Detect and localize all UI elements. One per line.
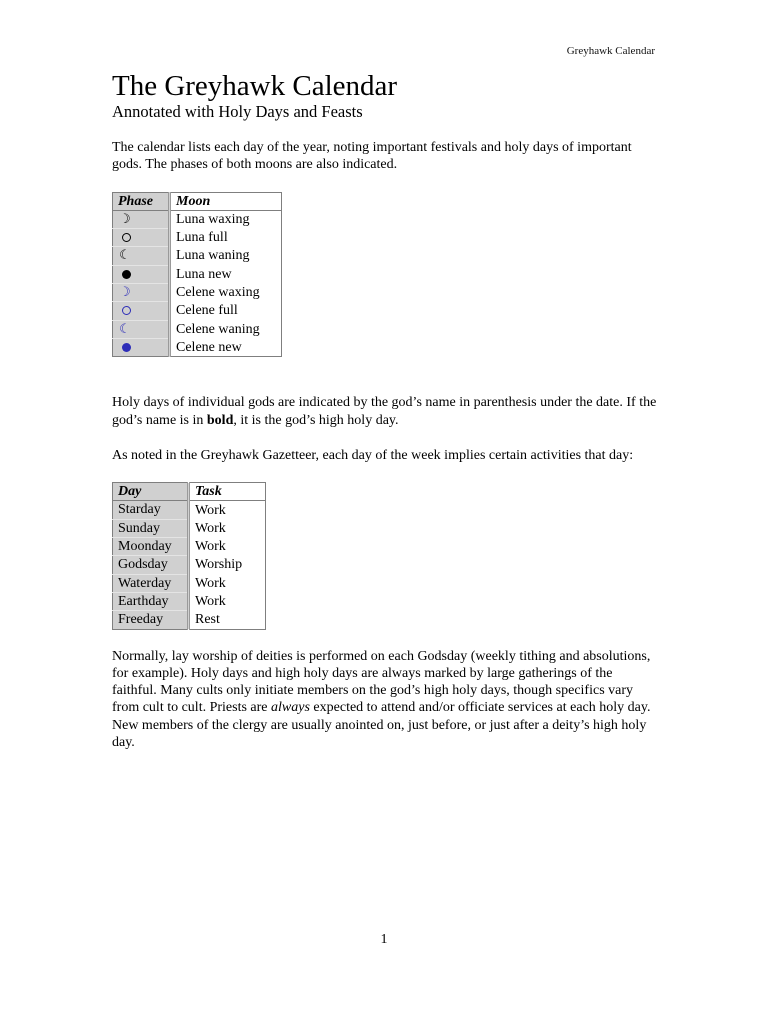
day-cell: Starday <box>113 501 189 519</box>
worship-paragraph <box>112 648 657 752</box>
moon-label-cell: Celene full <box>176 303 238 319</box>
day-cell: Moonday <box>113 538 189 556</box>
phase-cell <box>113 229 170 247</box>
full-moon-icon <box>118 304 132 318</box>
moon-table-row <box>113 302 282 320</box>
day-cell: Godsday <box>113 556 189 574</box>
moon-table-row <box>113 247 282 265</box>
new-moon-icon <box>118 268 132 282</box>
day-task-table <box>112 482 266 629</box>
task-cell: Work <box>195 539 226 555</box>
full-moon-icon <box>118 231 132 245</box>
worship-text-1: Normally, lay worship of deities is performed on each Godsday (weekly tithing and absolutions, for example). Holy days and high holy days are always marked by large gatherings of the faithful. Many cults only initiate members on the god’s high holy days, though specifics vary from cult to cult. Priests are <box>112 648 651 716</box>
moon-table-row <box>113 284 282 302</box>
moon-label-cell: Luna waning <box>176 248 250 264</box>
page-title: The Greyhawk Calendar <box>112 70 398 102</box>
days-table-row <box>113 501 266 519</box>
phase-cell <box>113 338 170 356</box>
gazetteer-paragraph: As noted in the Greyhawk Gazetteer, each day of the week implies certain activities that day: <box>112 447 634 463</box>
moon-column-header: Moon <box>170 192 282 210</box>
days-table-row <box>113 592 266 610</box>
task-cell: Work <box>195 502 226 518</box>
document-body <box>112 70 657 751</box>
task-cell: Work <box>195 593 226 609</box>
worship-text-2: expected to attend and/or officiate services at each holy day. New members of the clergy are usually anointed on, just before, or just after a deity’s high holy day. <box>112 700 651 751</box>
moon-table-row <box>113 229 282 247</box>
days-table-row <box>113 538 266 556</box>
holy-days-paragraph <box>112 394 657 429</box>
days-table-header-row <box>113 483 266 501</box>
moon-table-header-row <box>113 192 282 210</box>
waxing-crescent-icon: ☽ <box>119 211 131 227</box>
phase-cell <box>113 210 170 228</box>
phase-cell <box>113 302 170 320</box>
days-table-row <box>113 574 266 592</box>
days-table-row <box>113 556 266 574</box>
task-column-header: Task <box>189 483 266 501</box>
holy-days-bold-word: bold <box>206 412 234 428</box>
phase-cell <box>113 247 170 265</box>
moon-table-row <box>113 210 282 228</box>
day-cell: Earthday <box>113 592 189 610</box>
moon-label-cell: Celene new <box>176 339 242 355</box>
waning-crescent-icon: ☾ <box>119 248 131 264</box>
page-number: 1 <box>380 932 388 947</box>
holy-days-text-1: Holy days of individual gods are indicated by the god’s name in parenthesis under the date. If the god’s name is in <box>112 395 657 428</box>
day-cell: Freeday <box>113 611 189 629</box>
holy-days-text-2: , it is the god’s high holy day. <box>233 412 399 428</box>
waxing-crescent-icon: ☽ <box>119 285 131 301</box>
moon-label-cell: Luna new <box>176 266 232 282</box>
phase-cell <box>113 320 170 338</box>
moon-label-cell: Luna waxing <box>176 212 250 228</box>
moon-table-row <box>113 265 282 283</box>
day-column-header: Day <box>113 483 189 501</box>
phase-cell <box>113 284 170 302</box>
waning-crescent-icon: ☾ <box>119 321 131 337</box>
moon-label-cell: Celene waxing <box>176 285 260 301</box>
task-cell: Rest <box>195 611 220 627</box>
new-moon-icon <box>118 341 132 355</box>
day-cell: Waterday <box>113 574 189 592</box>
task-cell: Work <box>195 575 226 591</box>
moon-table-row <box>113 320 282 338</box>
phase-column-header: Phase <box>113 192 170 210</box>
moon-table-row <box>113 338 282 356</box>
task-cell: Worship <box>195 557 243 573</box>
page-subtitle: Annotated with Holy Days and Feasts <box>112 102 363 121</box>
phase-cell <box>113 265 170 283</box>
worship-italic-word: always <box>271 700 310 716</box>
task-cell: Work <box>195 520 226 536</box>
moon-phase-table <box>112 192 282 358</box>
moon-label-cell: Celene waning <box>176 321 260 337</box>
day-cell: Sunday <box>113 519 189 537</box>
moon-label-cell: Luna full <box>176 230 228 246</box>
intro-paragraph: The calendar lists each day of the year, noting important festivals and holy days of important gods. The phases of both moons are also indicated. <box>112 140 632 173</box>
days-table-row <box>113 519 266 537</box>
days-table-row <box>113 611 266 629</box>
running-header: Greyhawk Calendar <box>566 45 655 57</box>
